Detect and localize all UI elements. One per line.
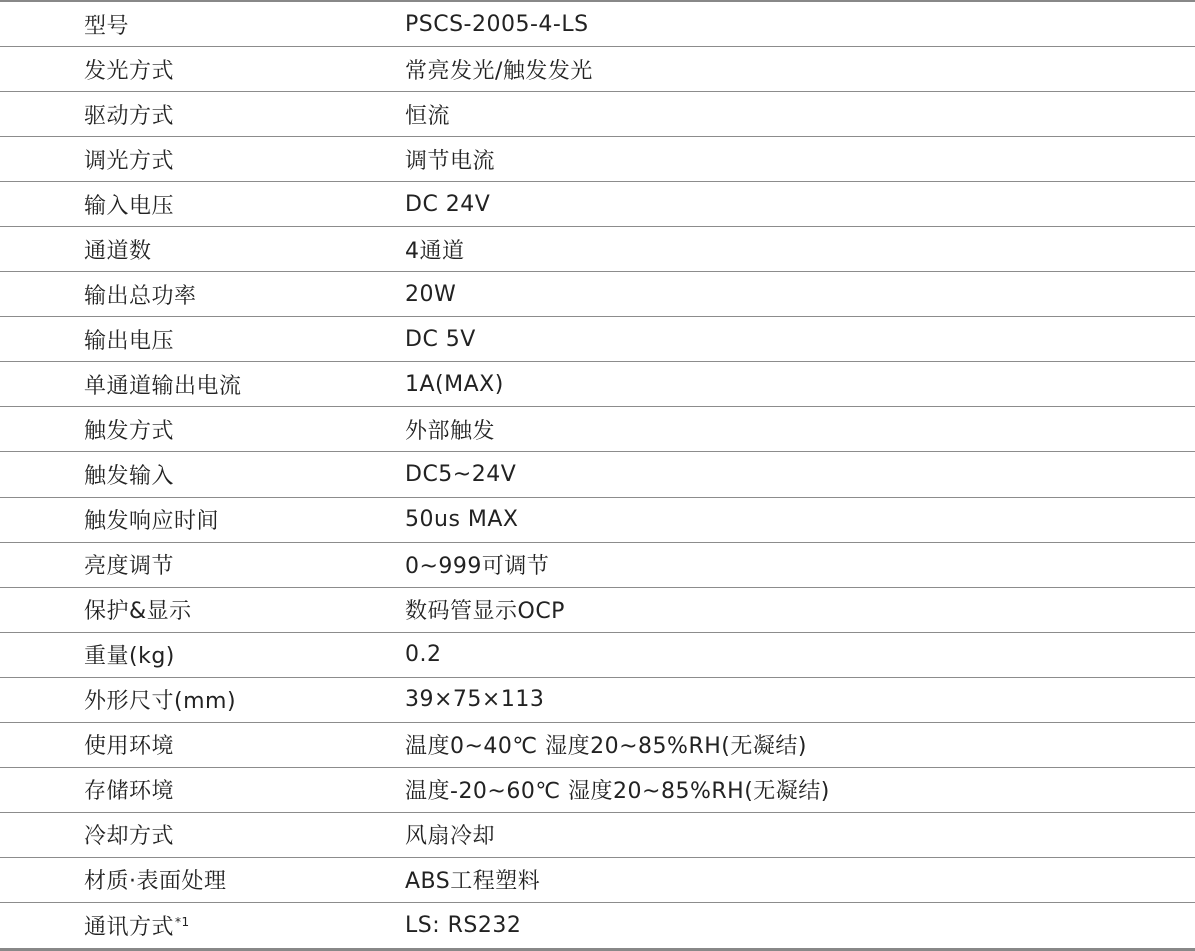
row-label: 触发方式 [84, 418, 175, 444]
table-row-cooling-method [0, 813, 1195, 858]
row-label: 材质·表面处理 [84, 869, 227, 895]
row-label: 亮度调节 [84, 554, 175, 580]
row-value: 调节电流 [405, 148, 496, 174]
table-row-model [0, 2, 1195, 47]
table-row-output-voltage [0, 317, 1195, 362]
table-row-protection-display [0, 588, 1195, 633]
table-row-trigger-response-time [0, 498, 1195, 543]
table-row-total-output-power [0, 272, 1195, 317]
row-label: 冷却方式 [84, 824, 175, 850]
footnote-mark: *1 [175, 914, 190, 929]
row-label-wrapper [0, 910, 320, 941]
table-row-storage-environment [0, 768, 1195, 813]
table-row-material-finish [0, 858, 1195, 903]
row-value: 50us MAX [405, 507, 519, 533]
row-label: 触发输入 [84, 463, 175, 489]
table-row-channels [0, 227, 1195, 272]
row-value: 恒流 [405, 103, 451, 129]
row-label: 通讯方式 [84, 914, 175, 940]
table-row-lighting-mode [0, 47, 1195, 92]
row-value: 4通道 [405, 238, 465, 264]
row-label: 驱动方式 [84, 103, 175, 129]
row-label: 通道数 [84, 238, 152, 264]
row-label: 存储环境 [84, 779, 175, 805]
row-value: 0.2 [405, 642, 442, 668]
table-row-drive-mode [0, 92, 1195, 137]
table-row-weight [0, 633, 1195, 678]
table-row-communication [0, 903, 1195, 948]
row-label: 保护&显示 [84, 599, 192, 625]
row-value: 1A(MAX) [405, 371, 504, 397]
row-value: 常亮发光/触发发光 [405, 58, 593, 84]
row-value: 风扇冷却 [405, 824, 496, 850]
table-row-input-voltage [0, 182, 1195, 227]
row-label: 输出电压 [84, 328, 175, 354]
table-row-trigger-mode [0, 407, 1195, 452]
row-value: 数码管显示OCP [405, 599, 565, 625]
row-label: 发光方式 [84, 58, 175, 84]
row-value: 0~999可调节 [405, 554, 550, 580]
row-value: 温度0~40℃ 湿度20~85%RH(无凝结) [405, 734, 807, 760]
table-row-channel-output-current [0, 362, 1195, 407]
row-label: 单通道输出电流 [84, 373, 242, 399]
row-label: 型号 [84, 13, 130, 39]
table-row-dimensions [0, 678, 1195, 723]
row-label: 触发响应时间 [84, 509, 220, 535]
table-row-brightness-adjustment [0, 543, 1195, 588]
table-row-dimming-mode [0, 137, 1195, 182]
table-row-trigger-input [0, 452, 1195, 497]
table-row-operating-environment [0, 723, 1195, 768]
row-label: 输入电压 [84, 193, 175, 219]
row-label: 输出总功率 [84, 283, 197, 309]
row-value: LS: RS232 [405, 912, 522, 938]
row-value: DC5~24V [405, 461, 517, 487]
row-label: 使用环境 [84, 734, 175, 760]
row-value: DC 5V [405, 326, 476, 352]
row-label: 重量(kg) [84, 644, 175, 670]
row-value: ABS工程塑料 [405, 869, 541, 895]
row-label: 调光方式 [84, 148, 175, 174]
row-label: 外形尺寸(mm) [84, 689, 237, 715]
row-value: DC 24V [405, 191, 491, 217]
row-value: 20W [405, 281, 457, 307]
row-value: PSCS-2005-4-LS [405, 11, 589, 37]
row-value: 温度-20~60℃ 湿度20~85%RH(无凝结) [405, 779, 830, 805]
row-value: 39×75×113 [405, 687, 545, 713]
row-value: 外部触发 [405, 418, 496, 444]
